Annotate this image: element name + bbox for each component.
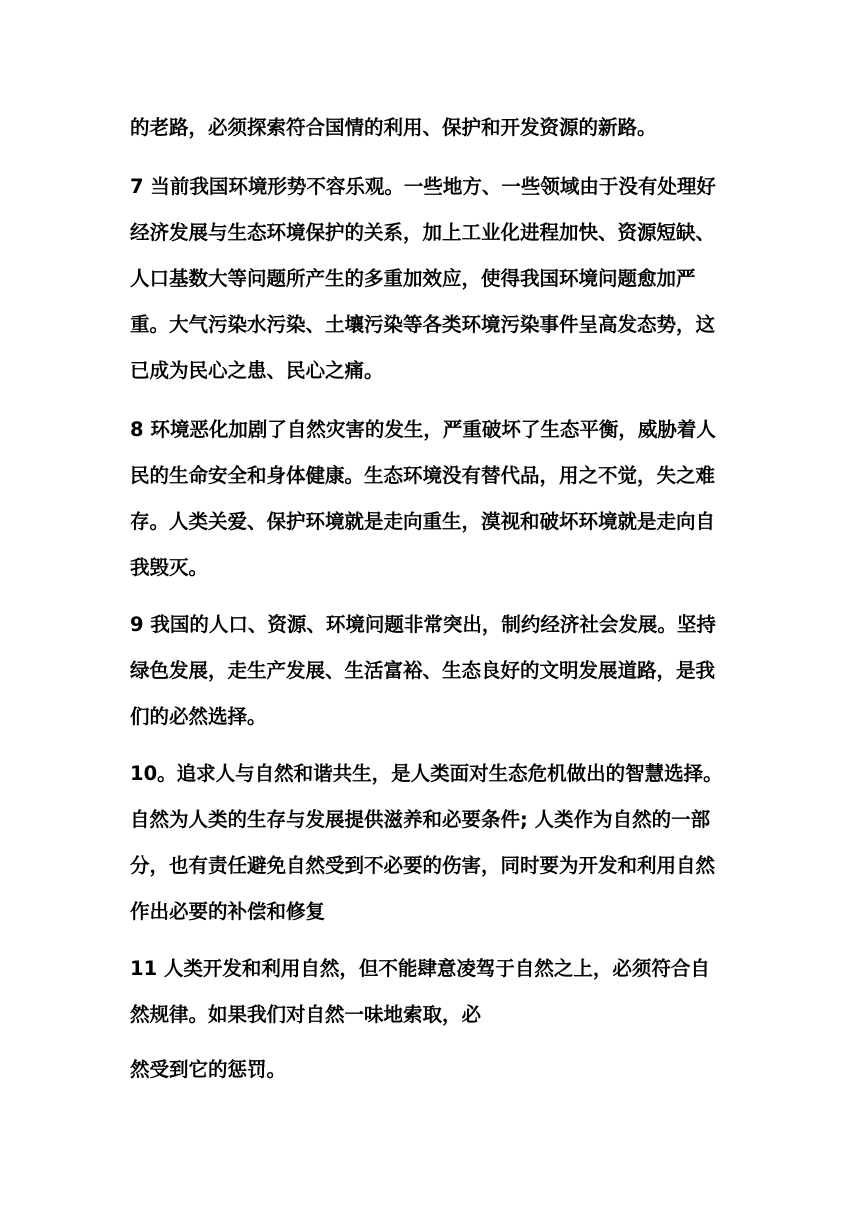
text-line: 绿色发展，走生产发展、生活富裕、生态良好的文明发展道路，是我 — [130, 659, 716, 682]
text-line: 作出必要的补偿和修复 — [130, 900, 326, 923]
text-line: 人口基数大等问题所产生的多重加效应，使得我国环境问题愈加严 — [130, 267, 696, 290]
text-line: 我毁灭。 — [130, 556, 209, 579]
text-line: 经济发展与生态环境保护的关系，加上工业化进程加快、资源短缺、 — [130, 221, 716, 244]
text-line: 然规律。如果我们对自然一味地索取，必 — [130, 1003, 482, 1026]
text-line: 的老路，必须探索符合国情的利用、保护和开发资源的新路。 — [130, 116, 657, 139]
text-line: 们的必然选择。 — [130, 705, 267, 728]
text-line: 11 人类开发和利用自然，但不能肆意凌驾于自然之上，必须符合自 — [130, 957, 710, 980]
text-line: 自然为人类的生存与发展提供滋养和必要条件; 人类作为自然的一部 — [130, 808, 711, 831]
text-line: 7 当前我国环境形势不容乐观。一些地方、一些领域由于没有处理好 — [130, 175, 716, 198]
text-line: 9 我国的人口、资源、环境问题非常突出，制约经济社会发展。坚持 — [130, 613, 716, 636]
text-line: 然受到它的惩罚。 — [130, 1058, 287, 1081]
text-line: 民的生命安全和身体健康。生态环境没有替代品，用之不觉，失之难 — [130, 464, 716, 487]
text-line: 分，也有责任避免自然受到不必要的伤害，同时要为开发和利用自然 — [130, 854, 716, 877]
text-line: 重。大气污染水污染、土壤污染等各类环境污染事件呈高发态势，这 — [130, 313, 716, 336]
text-line: 10。追求人与自然和谐共生，是人类面对生态危机做出的智慧选择。 — [130, 762, 723, 785]
text-line: 存。人类关爱、保护环境就是走向重生，漠视和破坏环境就是走向自 — [130, 510, 716, 533]
text-line: 已成为民心之患、民心之痛。 — [130, 359, 384, 382]
text-line: 8 环境恶化加剧了自然灾害的发生，严重破坏了生态平衡，威胁着人 — [130, 418, 716, 441]
